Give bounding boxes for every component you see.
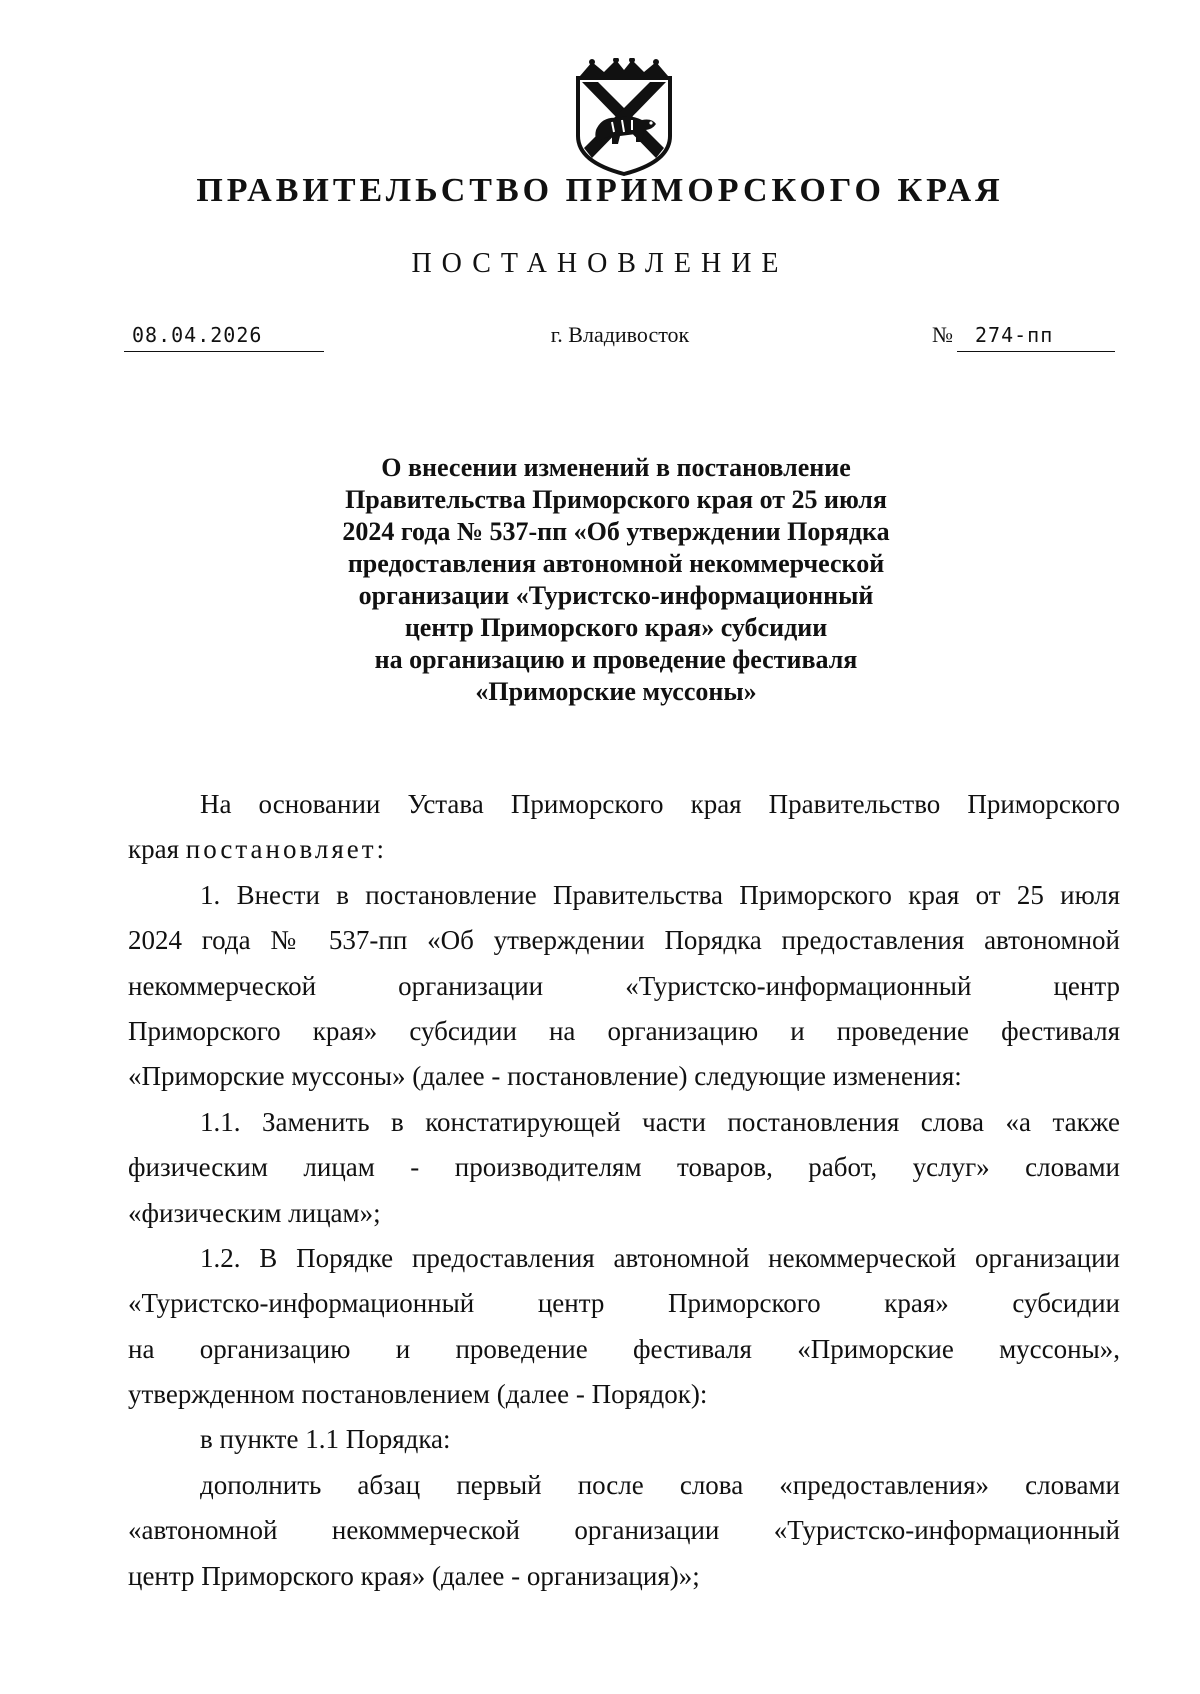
item-1-2-line: «Туристско-информационный центр Приморского края» субсидии [128,1288,1120,1319]
item-1-1-line: «физическим лицам»; [128,1197,381,1228]
item-1-1-line: 1.1. Заменить в констатирующей части постановления слова «а также [200,1106,1120,1137]
preamble-line: На основании Устава Приморского края Правительство Приморского [200,789,1120,819]
subject-line: О внесении изменений в постановление [381,453,851,482]
document-city: г. Владивосток [550,322,690,347]
government-title: ПРАВИТЕЛЬСТВО ПРИМОРСКОГО КРАЯ [196,172,1004,209]
document-subject [0,452,1200,708]
preamble-colon: : [376,834,385,865]
amendment-line: дополнить абзац первый после слова «предоставления» словами [200,1469,1120,1500]
number-sign: № [932,322,953,347]
resolves-word: постановляет [185,834,377,865]
document-number-block [932,322,1115,352]
subject-line: «Приморские муссоны» [475,677,757,706]
subject-line: на организацию и проведение фестиваля [374,645,858,674]
subject-line: предоставления автономной некоммерческой [347,549,885,578]
coat-of-arms-emblem [572,58,676,176]
document-number: 274-пп [957,322,1115,352]
amendment-line: центр Приморского края» (далее - организация)»; [128,1560,700,1591]
preamble-text: края [128,834,186,865]
item-1-line: Приморского края» субсидии на организацию и проведение фестиваля [128,1015,1120,1046]
item-1-2-line: утвержденном постановлением (далее - Порядок): [128,1379,708,1410]
item-1-line: 2024 года № 537-пп «Об утверждении Порядка предоставления автономной [128,925,1120,956]
item-1-line: 1. Внести в постановление Правительства Приморского края от 25 июля [200,879,1120,910]
subject-line: 2024 года № 537-пп «Об утверждении Порядка [342,517,890,546]
item-1-2-line: 1.2. В Порядке предоставления автономной некоммерческой организации [200,1242,1120,1273]
subject-line: центр Приморского края» субсидии [404,613,828,642]
item-1-2-line: на организацию и проведение фестиваля «Приморские муссоны», [128,1333,1120,1364]
procedure-point-line: в пункте 1.1 Порядка: [200,1424,451,1455]
item-1-line: «Приморские муссоны» (далее - постановление) следующие изменения: [128,1061,962,1092]
item-1-line: некоммерческой организации «Туристско-информационный центр [128,970,1120,1001]
amendment-line: «автономной некоммерческой организации «Туристско-информационный [128,1515,1120,1546]
subject-line: организации «Туристско-информационный [358,581,874,610]
document-body [128,782,1120,1599]
item-1-1-line: физическим лицам - производителям товаров, работ, услуг» словами [128,1152,1120,1183]
document-type: ПОСТАНОВЛЕНИЕ [411,248,789,279]
document-date: 08.04.2026 [124,322,324,352]
subject-line: Правительства Приморского края от 25 июля [345,485,887,514]
preamble-line [128,827,1120,872]
